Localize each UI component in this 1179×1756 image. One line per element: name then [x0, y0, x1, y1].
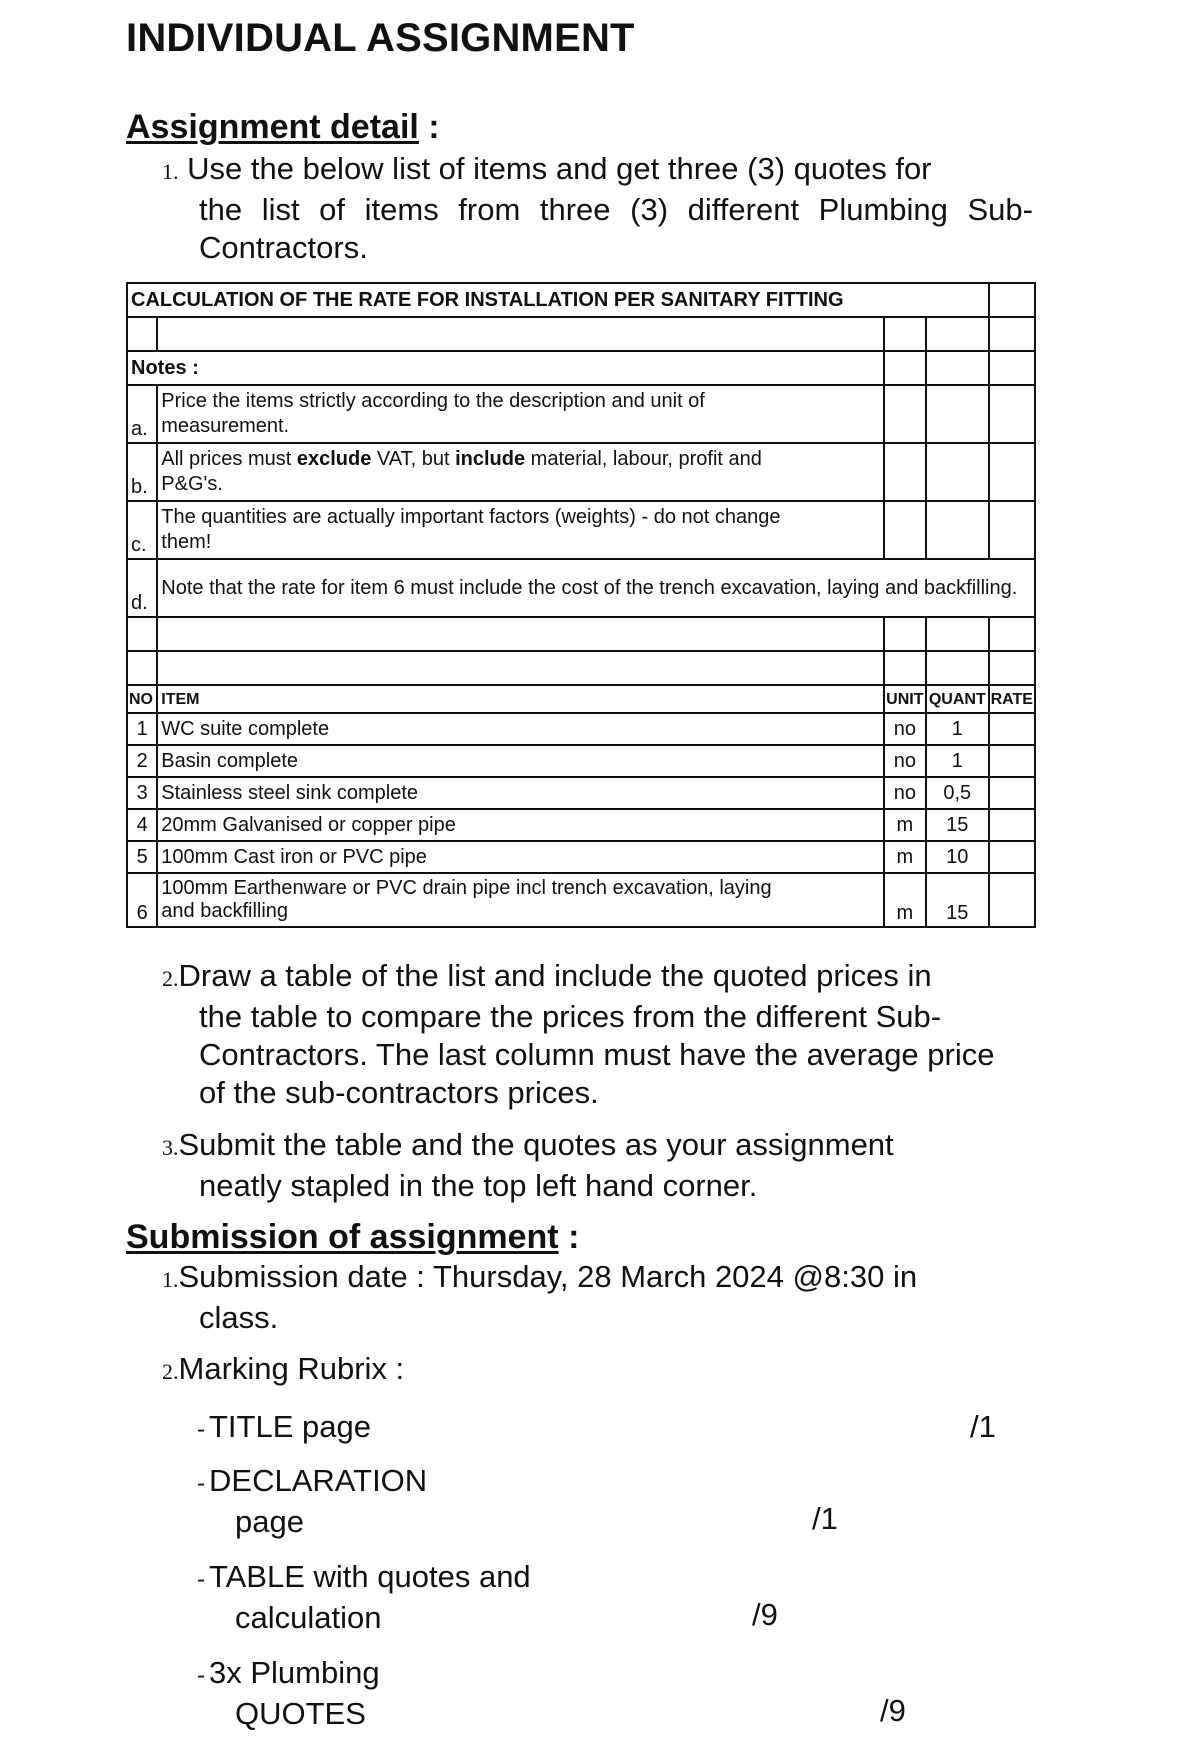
- row-quant: 15: [926, 809, 989, 841]
- row-item: Stainless steel sink complete: [157, 777, 883, 809]
- empty-cell: [926, 501, 989, 559]
- row-unit: m: [884, 841, 926, 873]
- empty-cell: [926, 443, 989, 501]
- table-title: CALCULATION OF THE RATE FOR INSTALLATION PER SANITARY FITTING: [127, 283, 989, 317]
- rubric-item-label-line2: calculation: [235, 1600, 382, 1635]
- note-text: Price the items strictly according to the description and unit of measurement.: [157, 385, 883, 443]
- empty-cell: [989, 651, 1035, 685]
- bullet-dash: -: [197, 1470, 205, 1497]
- empty-cell: [989, 617, 1035, 651]
- empty-cell: [884, 443, 926, 501]
- row-unit: m: [884, 809, 926, 841]
- table-row: [127, 809, 1035, 841]
- header-rate: RATE: [989, 685, 1035, 713]
- note-text: The quantities are actually important factors (weights) - do not change them!: [157, 501, 883, 559]
- rubric-heading: [162, 1350, 404, 1391]
- row-no: 5: [127, 841, 157, 873]
- row-no: 4: [127, 809, 157, 841]
- blank-row: [127, 651, 1035, 685]
- assignment-detail-heading-text: Assignment detail: [126, 108, 419, 146]
- rubric-score: /1: [970, 1409, 996, 1444]
- empty-cell: [926, 617, 989, 651]
- empty-cell: [926, 651, 989, 685]
- note-row-b: [127, 443, 1035, 501]
- submission-heading: [126, 1218, 579, 1257]
- row-rate: [989, 745, 1035, 777]
- table-row: [127, 745, 1035, 777]
- table-header-row: [127, 685, 1035, 713]
- row-rate: [989, 841, 1035, 873]
- note-bold-include: include: [455, 448, 526, 470]
- rubric-item-quotes: [197, 1654, 380, 1733]
- item-text-rest: the table to compare the prices from the different Sub-Contractors. The last column must have the average price of the sub-contractors prices.: [199, 999, 995, 1110]
- item-text-rest: the list of items from three (3) different Plumbing Sub-Contractors.: [199, 192, 1033, 265]
- empty-cell: [989, 283, 1035, 317]
- row-quant: 15: [926, 873, 989, 927]
- empty-cell: [926, 351, 989, 385]
- row-unit: m: [884, 873, 926, 927]
- heading-colon: :: [418, 108, 440, 146]
- heading-colon: :: [558, 1218, 580, 1256]
- item-number: 1.: [162, 1267, 179, 1292]
- rubric-heading-text: Marking Rubrix :: [178, 1351, 405, 1386]
- empty-cell: [884, 351, 926, 385]
- rubric-item-label: 3x Plumbing: [209, 1655, 380, 1690]
- empty-cell: [884, 501, 926, 559]
- item-number: 3.: [162, 1135, 179, 1160]
- empty-cell: [157, 617, 883, 651]
- page-title: INDIVIDUAL ASSIGNMENT: [126, 16, 635, 60]
- empty-cell: [926, 317, 989, 351]
- note-bold-exclude: exclude: [296, 448, 372, 470]
- rubric-item-label-line2: QUOTES: [235, 1696, 366, 1731]
- row-rate: [989, 873, 1035, 927]
- item-number: 2.: [162, 966, 179, 991]
- header-quant: QUANT: [926, 685, 989, 713]
- rubric-item-label: DECLARATION: [209, 1463, 428, 1498]
- row-no: 1: [127, 713, 157, 745]
- note-letter: a.: [127, 385, 157, 443]
- empty-cell: [884, 651, 926, 685]
- table-row: [127, 873, 1035, 927]
- row-quant: 1: [926, 745, 989, 777]
- note-row-d: [127, 559, 1035, 617]
- table-title-row: [127, 283, 1035, 317]
- empty-cell: [989, 385, 1035, 443]
- table-row: [127, 841, 1035, 873]
- rubric-score: /1: [812, 1501, 838, 1536]
- table-row: [127, 713, 1035, 745]
- rubric-item-declaration: [197, 1462, 427, 1541]
- row-item: Basin complete: [157, 745, 883, 777]
- empty-cell: [989, 317, 1035, 351]
- row-unit: no: [884, 777, 926, 809]
- row-quant: 0,5: [926, 777, 989, 809]
- item-text-rest: neatly stapled in the top left hand corner.: [199, 1168, 758, 1203]
- row-no: 2: [127, 745, 157, 777]
- bullet-dash: -: [197, 1416, 205, 1443]
- note-row-c: [127, 501, 1035, 559]
- note-text-part: material, labour, profit and P&G's.: [161, 448, 762, 495]
- note-letter: c.: [127, 501, 157, 559]
- assignment-item-3: [162, 1126, 1022, 1205]
- rubric-item-label-line2: page: [235, 1504, 304, 1539]
- rubric-item-label: TITLE page: [209, 1409, 371, 1444]
- rubric-score: /9: [752, 1597, 778, 1632]
- empty-cell: [989, 443, 1035, 501]
- note-letter: b.: [127, 443, 157, 501]
- rubric-item-title: [197, 1408, 371, 1449]
- empty-cell: [127, 651, 157, 685]
- row-unit: no: [884, 713, 926, 745]
- note-text-part: VAT, but: [371, 448, 456, 470]
- assignment-item-1: [162, 150, 1032, 267]
- empty-cell: [127, 617, 157, 651]
- bullet-dash: -: [197, 1662, 205, 1689]
- row-item: 100mm Earthenware or PVC drain pipe incl trench excavation, laying and backfilling: [157, 873, 883, 927]
- item-text-line1: Submit the table and the quotes as your assignment: [178, 1127, 894, 1162]
- item-text-line1: Draw a table of the list and include the quoted prices in: [178, 958, 932, 993]
- empty-cell: [989, 501, 1035, 559]
- header-no: NO: [127, 685, 157, 713]
- blank-row: [127, 617, 1035, 651]
- row-no: 3: [127, 777, 157, 809]
- notes-label-row: [127, 351, 1035, 385]
- note-text: Note that the rate for item 6 must include the cost of the trench excavation, laying and backfilling.: [157, 559, 1035, 617]
- row-rate: [989, 809, 1035, 841]
- empty-cell: [127, 317, 157, 351]
- header-item: ITEM: [157, 685, 883, 713]
- header-unit: UNIT: [884, 685, 926, 713]
- empty-cell: [884, 617, 926, 651]
- empty-cell: [157, 317, 883, 351]
- row-item: WC suite complete: [157, 713, 883, 745]
- item-text-line1: Use the below list of items and get three (3) quotes for: [187, 151, 932, 186]
- empty-cell: [926, 385, 989, 443]
- submission-heading-text: Submission of assignment: [126, 1218, 559, 1256]
- assignment-item-2: [162, 957, 1022, 1112]
- assignment-detail-heading: [126, 108, 440, 147]
- submission-date-line1: Submission date : Thursday, 28 March 2024 @8:30 in: [178, 1259, 918, 1294]
- row-item: 20mm Galvanised or copper pipe: [157, 809, 883, 841]
- note-text: [157, 443, 883, 501]
- rubric-item-table: [197, 1558, 531, 1637]
- submission-date: [162, 1258, 1042, 1337]
- table-row: [127, 777, 1035, 809]
- row-rate: [989, 777, 1035, 809]
- bullet-dash: -: [197, 1566, 205, 1593]
- rate-calculation-table: [126, 282, 1036, 928]
- row-quant: 1: [926, 713, 989, 745]
- item-number: 2.: [162, 1359, 179, 1384]
- rubric-score: /9: [880, 1693, 906, 1728]
- empty-cell: [884, 385, 926, 443]
- blank-row: [127, 317, 1035, 351]
- row-no: 6: [127, 873, 157, 927]
- empty-cell: [157, 651, 883, 685]
- note-row-a: [127, 385, 1035, 443]
- notes-label: Notes :: [127, 351, 884, 385]
- row-item: 100mm Cast iron or PVC pipe: [157, 841, 883, 873]
- row-unit: no: [884, 745, 926, 777]
- item-number: 1.: [162, 159, 179, 184]
- submission-date-rest: class.: [199, 1300, 279, 1335]
- row-quant: 10: [926, 841, 989, 873]
- row-rate: [989, 713, 1035, 745]
- note-text-part: All prices must: [161, 448, 297, 470]
- empty-cell: [989, 351, 1035, 385]
- empty-cell: [884, 317, 926, 351]
- rubric-item-label: TABLE with quotes and: [209, 1559, 531, 1594]
- note-letter: d.: [127, 559, 157, 617]
